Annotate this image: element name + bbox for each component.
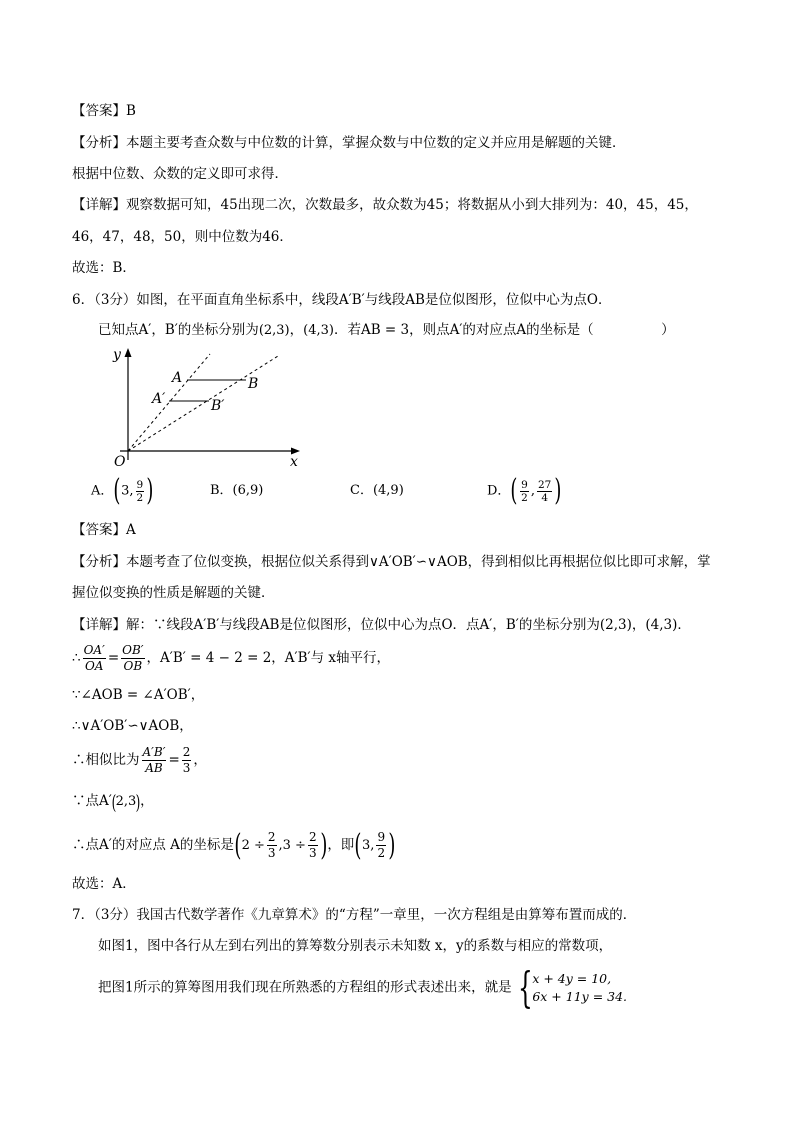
prev-detail-line-2: 46，47，48，50，则中位数为46．: [72, 229, 293, 245]
q6-answer: 【答案】A: [72, 522, 136, 538]
q6-detail-line-2: ∴ $\frac{OA'}{OA}$ = $\frac{OB'}{OB}$ ，A′B′ = 4 − 2 = 2，A′B′与 x轴平行，: [72, 643, 390, 673]
q6-detail-line-6: ∵点A′(2,3)，: [72, 789, 154, 814]
q6-option-d: D．( $\frac{9}{2}$ , $\frac{27}{4}$ ): [487, 473, 562, 508]
q6-option-a: A．(3, $\frac{9}{2}$ ): [91, 473, 154, 508]
q6-stem-line-2: 已知点A′，B′的坐标分别为(2,3)，(4,3)．若AB = 3，则点A′的对应点A的坐标是（ ）: [98, 322, 675, 338]
q6-analysis-line-1: 【分析】本题考查了位似变换，根据位似关系得到∨A′OB′∽∨AOB，得到相似比再根据位似比即可求解，掌: [72, 554, 711, 570]
label-o: O: [114, 454, 126, 470]
y-axis-arrow: [125, 348, 132, 357]
label-a-prime: A′: [152, 391, 166, 407]
q6-option-b: B．(6,9): [210, 483, 264, 498]
label-x: x: [290, 454, 298, 470]
label-b: B: [248, 376, 259, 392]
q6-detail-line-5: ∴相似比为 $\frac{A'B'}{AB}$ = $\frac{2}{3}$ ，: [72, 745, 207, 775]
label-b-prime: B′: [211, 398, 225, 414]
ray-oa: [128, 354, 210, 451]
q7-stem-line-2: 如图1，图中各行从左到右列出的算筹数分别表示未知数 x，y的系数与相应的常数项，: [98, 938, 613, 954]
q6-choice: 故选：A．: [72, 876, 136, 892]
q7-stem-line-3: 把图1所示的算筹图用我们现在所熟悉的方程组的形式表述出来，就是 { x + 4y = 10, 6x + 11y = 34.: [98, 963, 628, 1012]
prev-answer: 【答案】B: [72, 103, 136, 119]
q7-stem-line-1: 7．（3分）我国古代数学著作《九章算术》的“方程”一章里，一次方程组是由算筹布置而成的．: [72, 907, 637, 923]
ray-ob: [128, 356, 278, 451]
label-a: A: [172, 370, 183, 386]
q6-detail-line-7: ∴点A′的对应点 A的坐标是(2 ÷ $\frac{2}{3}$ ,3 ÷ $\frac{2}{3}$ )，即(3, $\frac{9}{2}$ ): [72, 827, 396, 863]
prev-detail-line-1: 【详解】观察数据可知，45出现二次，次数最多，故众数为45；将数据从小到大排列为：40，45，45，: [72, 197, 698, 213]
q6-detail-line-3: ∵∠AOB = ∠A′OB′，: [72, 687, 205, 703]
label-y: y: [113, 347, 121, 363]
equation-system: x + 4y = 10, 6x + 11y = 34.: [532, 971, 628, 1004]
q6-detail-line-1: 【详解】解：∵线段A′B′与线段AB是位似图形，位似中心为点O．点A′，B′的坐标分别为(2,3)，(4,3)．: [72, 617, 691, 633]
prev-choice: 故选：B．: [72, 260, 136, 276]
prev-analysis-line-2: 根据中位数、众数的定义即可求得．: [72, 166, 288, 182]
q6-option-c: C．(4,9): [350, 483, 404, 498]
homothety-figure: [100, 340, 310, 472]
q6-analysis-line-2: 握位似变换的性质是解题的关键．: [72, 585, 275, 601]
q6-detail-line-4: ∴∨A′OB′∽∨AOB，: [72, 718, 193, 734]
q6-stem-line-1: 6．（3分）如图，在平面直角坐标系中，线段A′B′与线段AB是位似图形，位似中心为点O．: [72, 292, 612, 308]
prev-analysis-line-1: 【分析】本题主要考查众数与中位数的计算，掌握众数与中位数的定义并应用是解题的关键．: [72, 135, 626, 151]
